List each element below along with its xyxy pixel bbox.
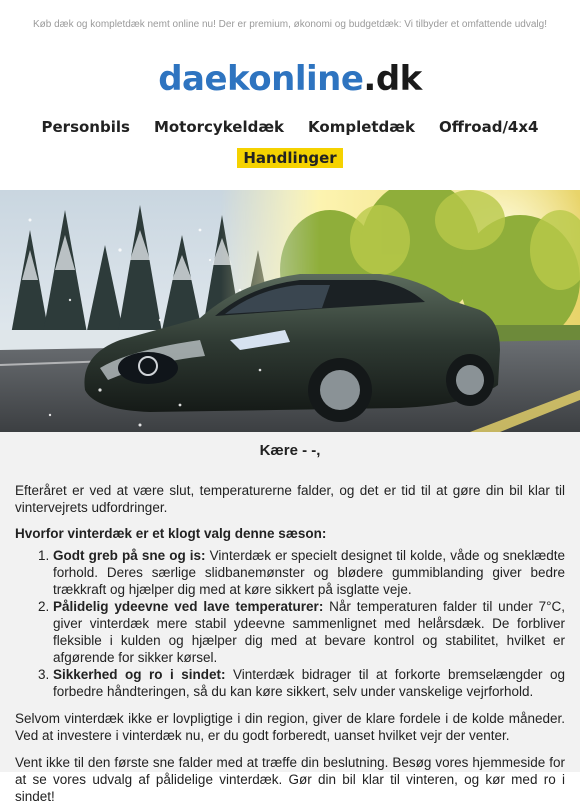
greeting: Kære - -, [259, 442, 321, 459]
list-item [53, 666, 565, 700]
reason-text: Når temperaturen falder til under 7°C, giver vinterdæk mere stabil ydeevne sammenlignet med helårsdæk. De forbliver fleksible i kulden og hjælper dig med at bevare kontrol og stabilitet, hvilket er afgørende for sikker kørsel. [53, 599, 565, 665]
main-nav [0, 118, 580, 136]
hero-image[interactable] [0, 190, 580, 432]
logo-part-main: daekonline [158, 59, 364, 99]
reason-text: Vinterdæk er specielt designet til kolde, våde og sneklædte forhold. Deres særlige slidbanemønster og blødere gummiblanding giver bedre trækkraft og hjælper dig med at køre sikkert på isglatte veje. [53, 548, 565, 597]
reason-title: Sikkerhed og ro i sindet: [53, 667, 226, 682]
logo-part-tld: .dk [363, 59, 422, 99]
list-item [53, 547, 565, 598]
site-logo[interactable] [0, 54, 580, 104]
closing-paragraph-1: Selvom vinterdæk ikke er lovpligtige i din region, giver de klare fordele i de kolde måneder. Ved at investere i vinterdæk nu, er du godt forberedt, uanset hvilket vejr der venter. [15, 711, 565, 743]
why-heading: Hvorfor vinterdæk er et klogt valg denne sæson: [15, 526, 327, 541]
nav-link-offroad[interactable]: Offroad/4x4 [438, 118, 539, 136]
intro-paragraph: Efteråret er ved at være slut, temperaturerne falder, og det er tid til at gøre din bil klar til vintervejrets udfordringer. [15, 483, 565, 515]
nav-link-personbils[interactable]: Personbils [41, 118, 130, 136]
reasons-list [15, 547, 565, 700]
hero-car-winter-summer-illustration [0, 190, 580, 432]
list-item [53, 598, 565, 666]
nav-link-kompletdaek[interactable]: Kompletdæk [308, 118, 415, 136]
preheader-text: Køb dæk og kompletdæk nemt online nu! Der er premium, økonomi og budgetdæk: Vi tilbyder et omfattende udvalg! [33, 19, 547, 30]
reason-text: Vinterdæk bidrager til at forkorte bremselængder og forbedre håndteringen, så du kan køre sikkert, selv under vanskelige vejrforhold. [53, 667, 565, 699]
reason-title: Pålidelig ydeevne ved lave temperaturer: [53, 599, 324, 614]
nav-link-deals[interactable]: Handlinger [237, 148, 342, 168]
nav-link-motorcykeldaek[interactable]: Motorcykeldæk [153, 118, 285, 136]
closing-paragraph-2: Vent ikke til den første sne falder med at træffe din beslutning. Besøg vores hjemmeside for at se vores udvalg af pålidelige vinterdæk. Gør din bil klar til vinteren, og kør med ro i sindet! [15, 755, 565, 804]
email-body [0, 432, 580, 804]
reason-title: Godt greb på sne og is: [53, 548, 206, 563]
